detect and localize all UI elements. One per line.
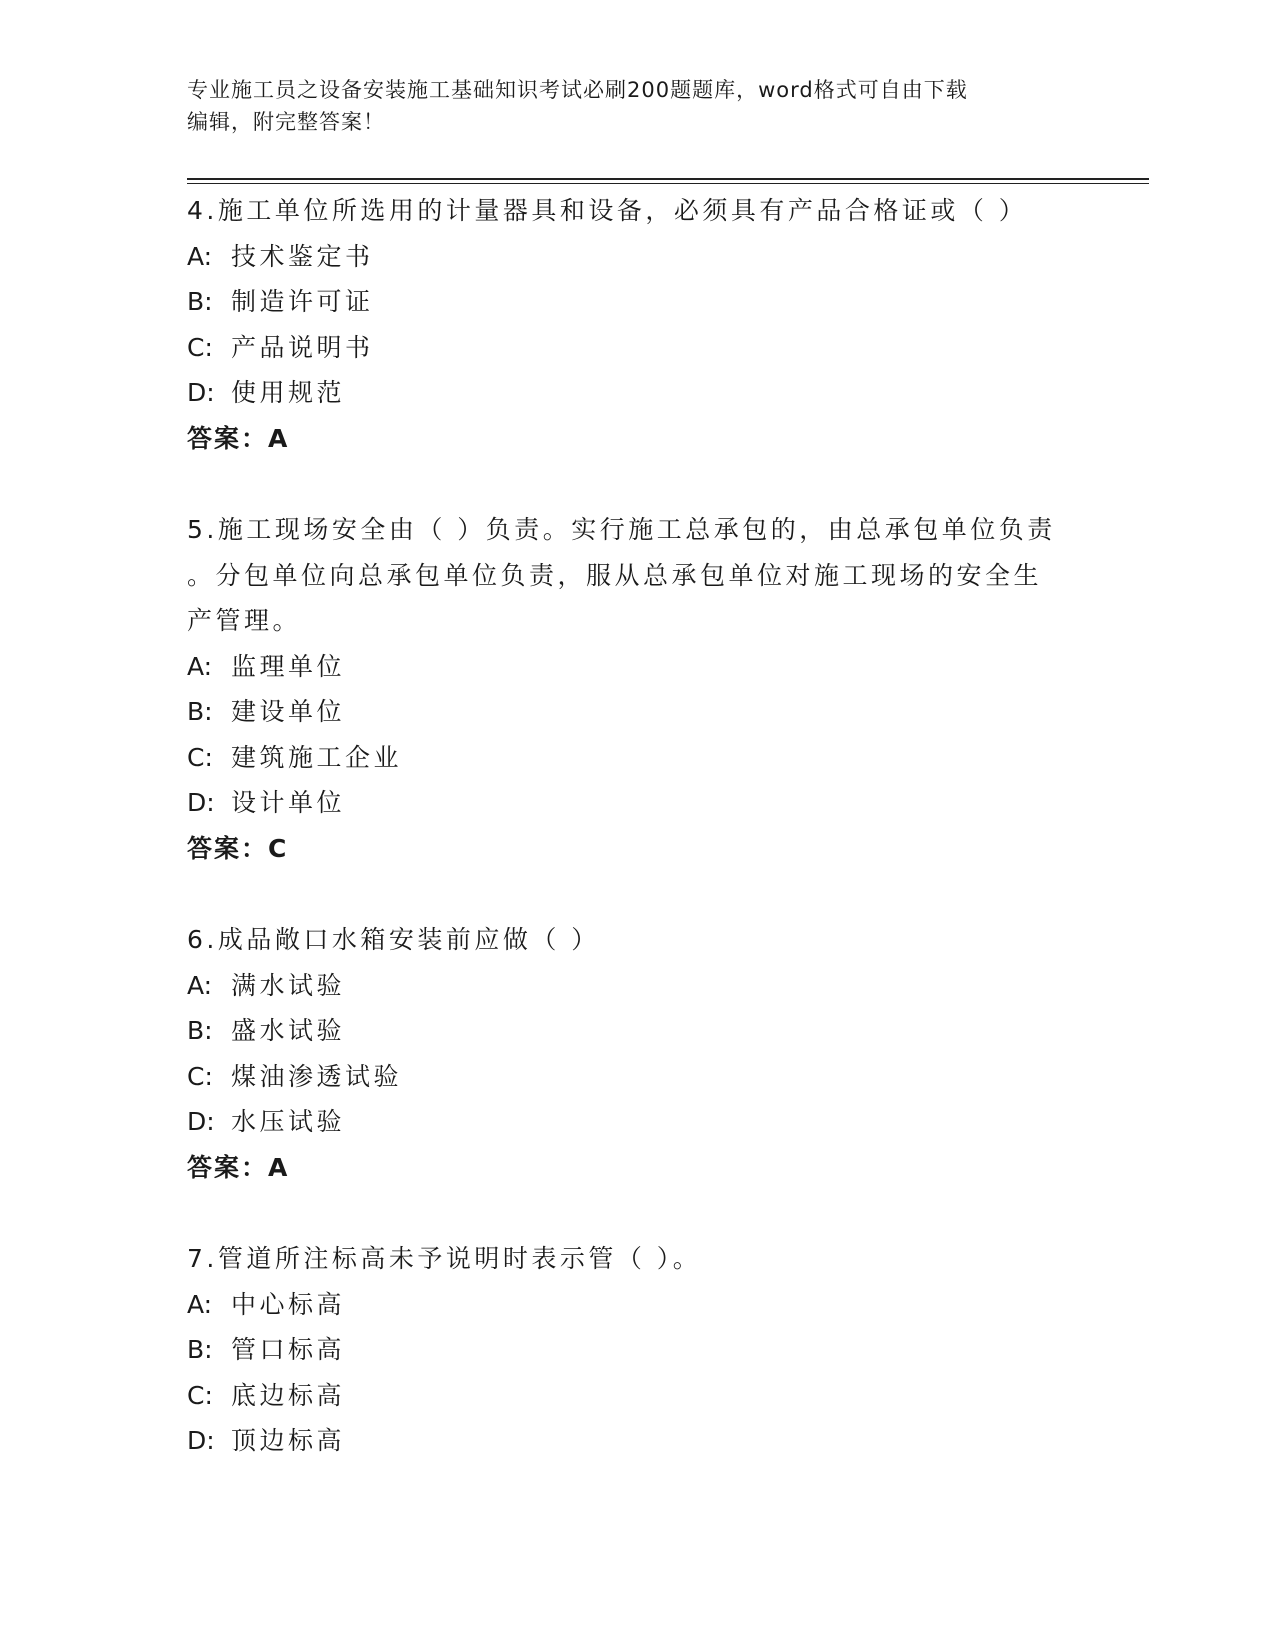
option-text: 顶边标高 <box>231 1426 346 1455</box>
question-stem: 4.施工单位所选用的计量器具和设备，必须具有产品合格证或（ ） <box>187 196 1028 225</box>
option-a <box>187 1282 1087 1328</box>
option-letter: C: <box>187 742 213 772</box>
option-text: 产品说明书 <box>231 332 374 362</box>
option-b <box>187 1008 1087 1054</box>
option-letter: C: <box>187 1380 213 1410</box>
answer-line: 答案：A <box>187 1152 290 1182</box>
header-divider-thin <box>187 183 1149 184</box>
document-header <box>187 74 1067 138</box>
question-spacer <box>187 461 1087 507</box>
option-c <box>187 325 1087 371</box>
option-text: 使用规范 <box>231 378 346 407</box>
question-spacer <box>187 871 1087 917</box>
option-b <box>187 1327 1087 1373</box>
option-text: 盛水试验 <box>231 1016 346 1045</box>
option-text: 中心标高 <box>231 1289 346 1319</box>
option-a <box>187 963 1087 1009</box>
option-letter: A: <box>187 1289 213 1319</box>
question-spacer <box>187 1190 1087 1236</box>
option-letter: A: <box>187 970 213 1000</box>
question-stem: 6.成品敞口水箱安装前应做（ ） <box>187 925 600 954</box>
question-5 <box>187 507 1087 871</box>
question-stem: 7.管道所注标高未予说明时表示管（ ）。 <box>187 1244 702 1273</box>
option-text: 设计单位 <box>231 788 346 817</box>
option-letter: D: <box>187 1426 215 1455</box>
option-letter: B: <box>187 1016 213 1045</box>
option-letter: D: <box>187 1107 215 1136</box>
option-b <box>187 279 1087 325</box>
option-text: 制造许可证 <box>231 287 374 316</box>
question-4 <box>187 188 1087 461</box>
option-b <box>187 689 1087 735</box>
option-letter: B: <box>187 287 213 316</box>
header-line-2: 编辑，附完整答案！ <box>187 110 385 134</box>
question-6 <box>187 917 1087 1190</box>
option-c <box>187 1054 1087 1100</box>
option-text: 技术鉴定书 <box>231 241 374 271</box>
option-d <box>187 1418 1087 1464</box>
question-stem-line-3: 产管理。 <box>187 606 302 635</box>
question-list <box>187 188 1087 1464</box>
option-text: 管口标高 <box>231 1335 346 1364</box>
option-letter: C: <box>187 1061 213 1091</box>
option-letter: A: <box>187 241 213 271</box>
option-letter: D: <box>187 788 215 817</box>
option-letter: B: <box>187 697 213 726</box>
option-c <box>187 735 1087 781</box>
option-text: 底边标高 <box>231 1380 346 1410</box>
option-letter: B: <box>187 1335 213 1364</box>
option-d <box>187 370 1087 416</box>
answer-line: 答案：C <box>187 833 289 863</box>
option-d <box>187 1099 1087 1145</box>
option-text: 建设单位 <box>231 697 346 726</box>
header-line-1: 专业施工员之设备安装施工基础知识考试必刷200题题库，word格式可自由下载 <box>187 78 968 102</box>
option-letter: D: <box>187 378 215 407</box>
option-a <box>187 234 1087 280</box>
option-a <box>187 644 1087 690</box>
option-text: 监理单位 <box>231 651 346 681</box>
question-stem-line-2: 。分包单位向总承包单位负责，服从总承包单位对施工现场的安全生 <box>187 560 1043 590</box>
question-7 <box>187 1236 1087 1464</box>
option-text: 水压试验 <box>231 1107 346 1136</box>
option-letter: A: <box>187 651 213 681</box>
answer-line: 答案：A <box>187 423 290 453</box>
option-d <box>187 780 1087 826</box>
option-text: 建筑施工企业 <box>231 742 403 772</box>
question-stem-line-1: 5.施工现场安全由（ ）负责。实行施工总承包的，由总承包单位负责 <box>187 515 1056 544</box>
option-letter: C: <box>187 332 213 362</box>
option-c <box>187 1373 1087 1419</box>
option-text: 满水试验 <box>231 970 346 1000</box>
header-divider-thick <box>187 178 1149 180</box>
option-text: 煤油渗透试验 <box>231 1061 403 1091</box>
